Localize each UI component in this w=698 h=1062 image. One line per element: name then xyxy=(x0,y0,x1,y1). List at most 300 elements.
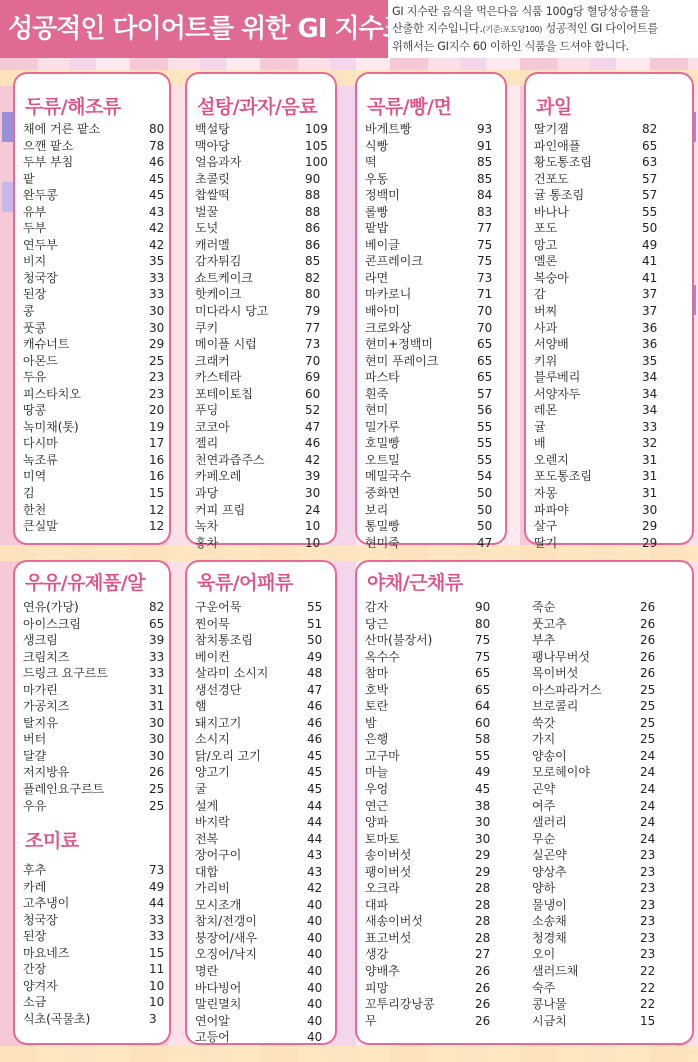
food-name: 돼지고기 xyxy=(195,715,242,730)
food-row xyxy=(365,798,501,815)
gi-value: 45 xyxy=(307,765,323,780)
description-text: 산출한 지수입니다. xyxy=(392,22,483,35)
food-name: 큰실말 xyxy=(23,519,58,534)
food-list xyxy=(365,599,501,1029)
food-row xyxy=(532,880,682,897)
food-row xyxy=(365,369,501,386)
food-row xyxy=(23,419,163,436)
gi-value: 45 xyxy=(307,748,323,763)
food-row xyxy=(534,452,688,469)
food-row xyxy=(365,864,501,881)
gi-value: 65 xyxy=(477,370,493,385)
gi-value: 16 xyxy=(149,452,165,467)
gi-value: 65 xyxy=(149,616,165,631)
food-row xyxy=(365,715,501,732)
food-row xyxy=(534,270,688,287)
food-name: 우유 xyxy=(23,798,47,813)
food-row xyxy=(23,303,163,320)
gi-value: 109 xyxy=(305,122,328,136)
food-row xyxy=(23,468,163,485)
food-name: 미다라시 당고 xyxy=(195,304,269,319)
section-title: 우유/유제품/알 xyxy=(25,572,146,594)
food-row xyxy=(365,353,501,370)
gi-value: 29 xyxy=(642,519,658,534)
food-row xyxy=(534,286,688,303)
food-name: 쑥갓 xyxy=(532,715,556,730)
food-row xyxy=(534,468,688,485)
gi-value: 57 xyxy=(477,386,493,401)
food-row xyxy=(534,171,688,188)
gi-value: 57 xyxy=(642,188,658,203)
food-name: 명란 xyxy=(195,964,219,979)
food-row xyxy=(23,994,163,1011)
gi-value: 10 xyxy=(149,995,165,1010)
food-name: 오트밀 xyxy=(365,452,400,467)
food-name: 살구 xyxy=(534,519,558,534)
gi-value: 34 xyxy=(642,370,658,385)
food-name: 죽순 xyxy=(532,600,556,614)
food-name: 모로헤이야 xyxy=(532,765,590,780)
food-name: 귤 통조림 xyxy=(534,188,585,203)
gi-value: 60 xyxy=(475,715,491,730)
food-name: 완두콩 xyxy=(23,188,58,203)
food-name: 흰죽 xyxy=(365,386,389,401)
gi-value: 54 xyxy=(477,469,493,484)
gi-value: 30 xyxy=(475,815,491,830)
section-title: 육류/어패류 xyxy=(197,572,293,594)
food-row xyxy=(365,320,501,337)
food-row xyxy=(365,996,501,1013)
description-text: 성공적인 GI 다이어트를 xyxy=(542,22,658,35)
food-row xyxy=(534,402,688,419)
food-row xyxy=(23,253,163,270)
gi-value: 26 xyxy=(475,964,491,979)
food-row xyxy=(532,715,682,732)
gi-value: 93 xyxy=(477,122,493,136)
food-list xyxy=(195,121,331,551)
food-row xyxy=(195,154,331,171)
food-row xyxy=(365,682,501,699)
vegetables-card xyxy=(355,560,694,1045)
gi-value: 24 xyxy=(640,765,656,780)
gi-value: 26 xyxy=(475,997,491,1012)
gi-value: 44 xyxy=(307,815,323,830)
food-name: 토란 xyxy=(365,699,389,714)
food-name: 핫케이크 xyxy=(195,287,242,302)
food-row xyxy=(23,895,163,912)
gi-value: 45 xyxy=(307,782,323,797)
food-row xyxy=(532,897,682,914)
food-name: 청경채 xyxy=(532,930,567,945)
food-row xyxy=(23,879,163,896)
food-name: 키위 xyxy=(534,353,558,368)
food-row xyxy=(534,485,688,502)
food-row xyxy=(365,253,501,270)
food-row xyxy=(195,468,331,485)
gi-value: 50 xyxy=(477,486,493,501)
food-list xyxy=(534,121,688,551)
food-row xyxy=(23,781,163,798)
food-name: 참치/전갱이 xyxy=(195,914,258,929)
gi-value: 55 xyxy=(477,419,493,434)
gi-value: 23 xyxy=(640,897,656,912)
gi-value: 29 xyxy=(475,848,491,863)
food-row xyxy=(195,1013,331,1030)
food-row xyxy=(23,270,163,287)
food-name: 오이 xyxy=(532,947,556,962)
gi-value: 10 xyxy=(305,535,321,550)
food-name: 연어알 xyxy=(195,1013,230,1028)
food-name: 통밀빵 xyxy=(365,519,400,534)
food-row xyxy=(365,880,501,897)
food-name: 토마토 xyxy=(365,831,400,846)
food-row xyxy=(534,369,688,386)
gi-value: 33 xyxy=(149,270,165,285)
gi-value: 23 xyxy=(640,881,656,896)
gi-value: 39 xyxy=(305,469,321,484)
food-name: 파스타 xyxy=(365,370,400,385)
food-name: 연근 xyxy=(365,798,389,813)
gi-value: 46 xyxy=(307,699,323,714)
food-name: 양송이 xyxy=(532,748,567,763)
food-name: 크로와상 xyxy=(365,320,412,335)
gi-value: 43 xyxy=(149,204,165,219)
gi-value: 69 xyxy=(305,370,321,385)
food-row xyxy=(23,171,163,188)
food-name: 여주 xyxy=(532,798,556,813)
food-row xyxy=(195,980,331,997)
food-row xyxy=(195,946,331,963)
food-name: 샐러드채 xyxy=(532,964,579,979)
gi-value: 26 xyxy=(475,980,491,995)
gi-value: 42 xyxy=(149,237,165,252)
food-row xyxy=(365,731,501,748)
gi-value: 41 xyxy=(642,270,658,285)
gi-value: 15 xyxy=(640,1013,656,1028)
food-name: 포테이토칩 xyxy=(195,386,253,401)
food-row xyxy=(23,632,163,649)
gi-value: 30 xyxy=(305,486,321,501)
food-name: 카스테라 xyxy=(195,370,242,385)
food-name: 된장 xyxy=(23,287,47,302)
food-name: 마가린 xyxy=(23,682,58,697)
food-row xyxy=(532,980,682,997)
food-name: 두부 부침 xyxy=(23,155,74,170)
gi-value: 24 xyxy=(640,782,656,797)
food-row xyxy=(534,253,688,270)
page-title: 성공적인 다이어트를 위한 GI 지수표 xyxy=(0,0,388,58)
gi-value: 34 xyxy=(642,386,658,401)
gi-value: 23 xyxy=(640,848,656,863)
food-name: 호박 xyxy=(365,682,389,697)
gi-value: 85 xyxy=(477,155,493,170)
food-name: 연유(가당) xyxy=(23,600,79,614)
food-name: 산마(불장서) xyxy=(365,633,433,648)
gi-value: 88 xyxy=(305,188,321,203)
food-row xyxy=(534,419,688,436)
food-row xyxy=(534,502,688,519)
food-name: 호밀빵 xyxy=(365,436,400,451)
food-name: 굴 xyxy=(195,782,207,797)
food-row xyxy=(23,353,163,370)
food-row xyxy=(195,864,331,881)
food-list xyxy=(23,121,163,535)
gi-value: 22 xyxy=(640,964,656,979)
gi-value: 27 xyxy=(475,947,491,962)
food-name: 녹조류 xyxy=(23,452,58,467)
food-row xyxy=(195,402,331,419)
gi-value: 30 xyxy=(149,715,165,730)
gi-value: 65 xyxy=(477,353,493,368)
gi-value: 31 xyxy=(642,452,658,467)
gi-value: 44 xyxy=(307,798,323,813)
gi-value: 26 xyxy=(640,616,656,631)
food-name: 고등어 xyxy=(195,1030,230,1045)
food-row xyxy=(532,798,682,815)
gi-value: 25 xyxy=(640,715,656,730)
food-name: 마카로니 xyxy=(365,287,412,302)
food-row xyxy=(195,632,331,649)
food-name: 생크림 xyxy=(23,633,58,648)
food-row xyxy=(365,814,501,831)
food-name: 달걀 xyxy=(23,748,47,763)
food-name: 대파 xyxy=(365,897,389,912)
food-name: 청국장 xyxy=(23,270,58,285)
food-name: 양고기 xyxy=(195,765,230,780)
gi-value: 33 xyxy=(149,287,165,302)
food-name: 소송채 xyxy=(532,914,567,929)
food-name: 찐어묵 xyxy=(195,616,230,631)
section-title: 조미료 xyxy=(25,830,79,852)
food-row xyxy=(23,798,163,815)
food-row xyxy=(23,121,163,138)
beans-card xyxy=(13,72,171,545)
food-name: 설게 xyxy=(195,798,219,813)
food-name: 풋고추 xyxy=(532,616,567,631)
gi-value: 75 xyxy=(475,633,491,648)
food-row xyxy=(23,138,163,155)
gi-value: 37 xyxy=(642,304,658,319)
gi-value: 70 xyxy=(305,353,321,368)
food-name: 부추 xyxy=(532,633,556,648)
gi-value: 49 xyxy=(475,765,491,780)
food-name: 바나나 xyxy=(534,204,569,219)
food-name: 포도 xyxy=(534,221,558,236)
gi-value: 63 xyxy=(642,155,658,170)
food-name: 건포도 xyxy=(534,171,569,186)
gi-value: 49 xyxy=(307,649,323,664)
food-row xyxy=(365,980,501,997)
food-name: 팥 xyxy=(23,171,35,186)
food-row xyxy=(534,237,688,254)
gi-value: 33 xyxy=(642,419,658,434)
food-row xyxy=(23,599,163,616)
gi-value: 26 xyxy=(640,649,656,664)
food-row xyxy=(365,386,501,403)
food-name: 코코아 xyxy=(195,419,230,434)
gi-value: 84 xyxy=(477,188,493,203)
gi-value: 40 xyxy=(307,1030,323,1045)
gi-value: 75 xyxy=(475,649,491,664)
food-name: 미역 xyxy=(23,469,47,484)
food-name: 카레 xyxy=(23,879,47,894)
food-row xyxy=(23,237,163,254)
food-row xyxy=(23,286,163,303)
food-name: 다시마 xyxy=(23,436,58,451)
food-row xyxy=(23,154,163,171)
gi-value: 56 xyxy=(477,403,493,418)
gi-value: 79 xyxy=(305,304,321,319)
food-name: 피스타치오 xyxy=(23,386,81,401)
description-line-2 xyxy=(392,20,695,38)
food-row xyxy=(23,402,163,419)
food-row xyxy=(23,862,163,879)
food-row xyxy=(365,138,501,155)
gi-value: 36 xyxy=(642,337,658,352)
food-row xyxy=(195,665,331,682)
gi-value: 35 xyxy=(642,353,658,368)
food-name: 푸딩 xyxy=(195,403,219,418)
food-name: 으깬 팥소 xyxy=(23,138,74,153)
gi-value: 49 xyxy=(149,879,165,894)
food-row xyxy=(195,847,331,864)
food-name: 햄 xyxy=(195,699,207,714)
gi-value: 16 xyxy=(149,469,165,484)
gi-value: 38 xyxy=(475,798,491,813)
gi-value: 86 xyxy=(305,221,321,236)
gi-value: 33 xyxy=(149,666,165,681)
food-row xyxy=(532,649,682,666)
gi-value: 39 xyxy=(149,633,165,648)
food-name: 바게트빵 xyxy=(365,122,412,136)
food-name: 복숭아 xyxy=(534,270,569,285)
gi-value: 30 xyxy=(149,732,165,747)
food-row xyxy=(23,320,163,337)
food-row xyxy=(365,847,501,864)
section-title: 과일 xyxy=(536,96,572,118)
food-name: 참마 xyxy=(365,666,389,681)
food-name: 양겨자 xyxy=(23,978,58,993)
food-row xyxy=(532,731,682,748)
food-name: 도넛 xyxy=(195,221,219,236)
food-name: 유부 xyxy=(23,204,47,219)
food-name: 감자 xyxy=(365,600,389,614)
gi-value: 24 xyxy=(640,748,656,763)
food-name: 양파 xyxy=(365,815,389,830)
food-name: 탈지유 xyxy=(23,715,58,730)
gi-value: 75 xyxy=(477,237,493,252)
food-row xyxy=(365,154,501,171)
food-row xyxy=(23,452,163,469)
food-row xyxy=(534,535,688,552)
food-name: 청국장 xyxy=(23,912,58,927)
food-name: 팽나무버섯 xyxy=(532,649,590,664)
gi-value: 15 xyxy=(149,945,165,960)
food-name: 천연과즙주스 xyxy=(195,452,265,467)
food-name: 베이컨 xyxy=(195,649,230,664)
food-name: 아몬드 xyxy=(23,353,58,368)
food-name: 샐러리 xyxy=(532,815,567,830)
food-row xyxy=(23,978,163,995)
food-row xyxy=(195,303,331,320)
food-row xyxy=(534,386,688,403)
food-name: 사과 xyxy=(534,320,558,335)
gi-value: 31 xyxy=(149,682,165,697)
food-row xyxy=(534,435,688,452)
food-name: 크림치즈 xyxy=(23,649,70,664)
food-name: 저지방유 xyxy=(23,765,70,780)
food-name: 모시조개 xyxy=(195,897,242,912)
food-row xyxy=(23,204,163,221)
food-name: 라면 xyxy=(365,270,389,285)
gi-value: 22 xyxy=(640,980,656,995)
food-name: 배아미 xyxy=(365,304,400,319)
gi-value: 36 xyxy=(642,320,658,335)
food-row xyxy=(195,698,331,715)
gi-value: 88 xyxy=(305,204,321,219)
food-row xyxy=(195,880,331,897)
food-row xyxy=(365,336,501,353)
food-row xyxy=(532,665,682,682)
gi-value: 29 xyxy=(149,337,165,352)
food-name: 비지 xyxy=(23,254,47,269)
food-row xyxy=(23,369,163,386)
food-row xyxy=(534,154,688,171)
food-name: 찹쌀떡 xyxy=(195,188,230,203)
gi-value: 70 xyxy=(477,304,493,319)
description-line-1: GI 지수란 음식을 먹은다음 식품 100g당 혈당상승률을 xyxy=(392,5,650,18)
food-name: 황도통조림 xyxy=(534,155,592,170)
food-name: 우엉 xyxy=(365,782,389,797)
food-row xyxy=(532,930,682,947)
food-row xyxy=(365,946,501,963)
gi-value: 45 xyxy=(149,171,165,186)
gi-value: 85 xyxy=(477,171,493,186)
gi-value: 11 xyxy=(149,962,165,977)
gi-value: 77 xyxy=(477,221,493,236)
food-name: 소금 xyxy=(23,995,47,1010)
gi-value: 31 xyxy=(149,699,165,714)
food-row xyxy=(195,270,331,287)
food-name: 중화면 xyxy=(365,486,400,501)
food-row xyxy=(365,485,501,502)
gi-value: 51 xyxy=(307,616,323,631)
food-row xyxy=(195,253,331,270)
gi-value: 30 xyxy=(475,831,491,846)
food-row xyxy=(23,764,163,781)
food-row xyxy=(365,1013,501,1030)
gi-value: 40 xyxy=(307,897,323,912)
gi-value: 31 xyxy=(642,469,658,484)
food-list xyxy=(532,599,682,1029)
food-row xyxy=(365,435,501,452)
gi-value: 25 xyxy=(149,353,165,368)
gi-value: 45 xyxy=(475,782,491,797)
food-name: 표고버섯 xyxy=(365,930,412,945)
food-name: 망고 xyxy=(534,237,558,252)
food-row xyxy=(532,764,682,781)
food-row xyxy=(534,204,688,221)
gi-value: 47 xyxy=(307,682,323,697)
gi-value: 33 xyxy=(149,649,165,664)
food-row xyxy=(23,912,163,929)
food-name: 시금치 xyxy=(532,1013,567,1028)
food-row xyxy=(195,220,331,237)
food-row xyxy=(195,452,331,469)
food-name: 바지락 xyxy=(195,815,230,830)
food-row xyxy=(195,649,331,666)
food-row xyxy=(365,204,501,221)
